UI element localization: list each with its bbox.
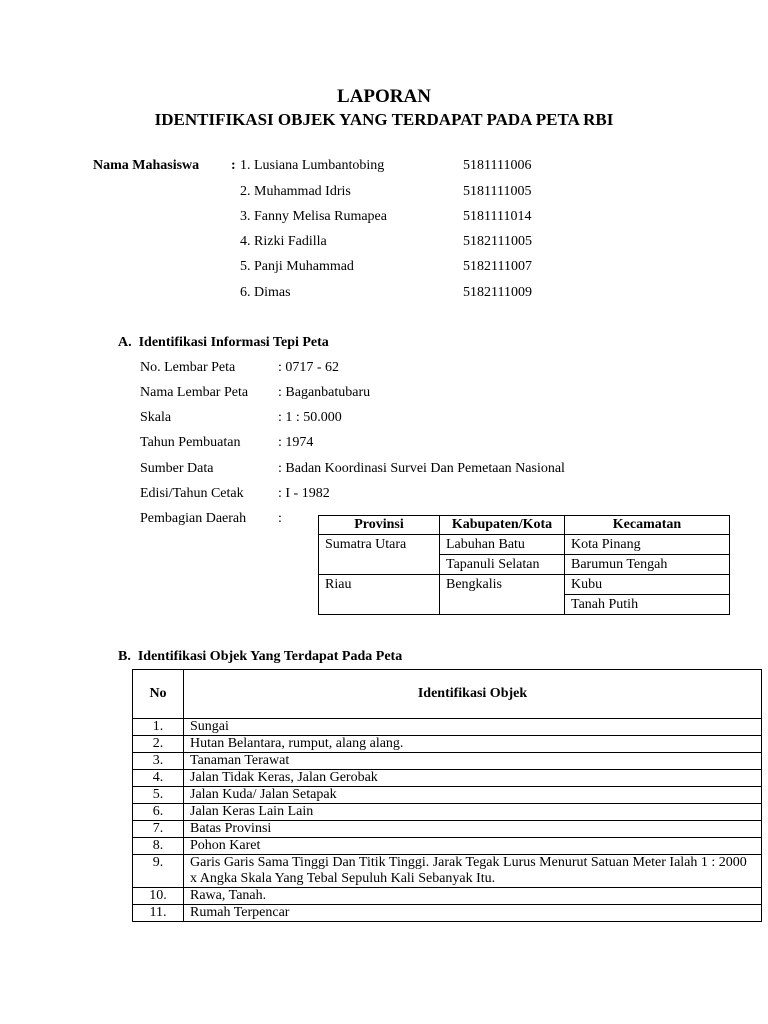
student-name: 1. Lusiana Lumbantobing xyxy=(240,158,385,173)
region-table xyxy=(318,515,730,615)
field-value: : 0717 - 62 xyxy=(278,360,340,375)
table-cell: Bengkalis xyxy=(440,575,565,595)
student-name: 6. Dimas xyxy=(240,285,291,300)
object-text: Sungai xyxy=(184,719,762,736)
table-cell: Labuhan Batu xyxy=(440,535,565,555)
table-row xyxy=(133,838,762,855)
object-text: Pohon Karet xyxy=(184,838,762,855)
table-row xyxy=(133,855,762,888)
table-cell: Tapanuli Selatan xyxy=(440,555,565,575)
row-number: 10. xyxy=(133,888,184,905)
object-text: Tanaman Terawat xyxy=(184,753,762,770)
row-number: 5. xyxy=(133,787,184,804)
row-number: 8. xyxy=(133,838,184,855)
field-label: No. Lembar Peta xyxy=(140,360,236,375)
field-value: : 1974 xyxy=(278,435,314,450)
object-text: Batas Provinsi xyxy=(184,821,762,838)
student-nim: 5182111009 xyxy=(463,285,532,300)
field-label: Sumber Data xyxy=(140,461,214,476)
object-text: Jalan Tidak Keras, Jalan Gerobak xyxy=(184,770,762,787)
table-cell: Kubu xyxy=(565,575,730,595)
table-row xyxy=(133,770,762,787)
student-nim: 5181111014 xyxy=(463,209,532,224)
field-label: Edisi/Tahun Cetak xyxy=(140,486,244,501)
table-row xyxy=(319,575,730,595)
column-header: Kabupaten/Kota xyxy=(440,516,565,535)
student-nim: 5182111007 xyxy=(463,259,532,274)
column-header: Provinsi xyxy=(319,516,440,535)
object-text: Jalan Kuda/ Jalan Setapak xyxy=(184,787,762,804)
table-row xyxy=(133,888,762,905)
table-cell: Riau xyxy=(319,575,440,595)
report-title: LAPORAN xyxy=(337,86,431,107)
row-number: 7. xyxy=(133,821,184,838)
column-header: Identifikasi Objek xyxy=(184,670,762,719)
row-number: 3. xyxy=(133,753,184,770)
field-value: : 1 : 50.000 xyxy=(278,410,342,425)
table-row xyxy=(133,905,762,922)
row-number: 1. xyxy=(133,719,184,736)
student-nim: 5181111006 xyxy=(463,158,532,173)
table-row xyxy=(319,555,730,575)
student-name: 2. Muhammad Idris xyxy=(240,184,351,199)
student-nim: 5182111005 xyxy=(463,234,532,249)
column-header: Kecamatan xyxy=(565,516,730,535)
section-b-heading: B. Identifikasi Objek Yang Terdapat Pada Peta xyxy=(118,649,403,664)
object-text: Garis Garis Sama Tinggi Dan Titik Tinggi. Jarak Tegak Lurus Menurut Satuan Meter Ialah 1 : 2000 x Angka Skala Yang Tebal Sepuluh Kali Sebanyak Itu. xyxy=(184,855,762,888)
field-label: Skala xyxy=(140,410,172,425)
table-cell xyxy=(440,595,565,615)
object-text: Rawa, Tanah. xyxy=(184,888,762,905)
report-subtitle: IDENTIFIKASI OBJEK YANG TERDAPAT PADA PETA RBI xyxy=(154,110,614,129)
object-table xyxy=(132,669,762,922)
row-number: 2. xyxy=(133,736,184,753)
student-name: 5. Panji Muhammad xyxy=(240,259,354,274)
table-row xyxy=(133,821,762,838)
table-row xyxy=(133,719,762,736)
table-cell: Tanah Putih xyxy=(565,595,730,615)
row-number: 9. xyxy=(133,855,184,888)
row-number: 4. xyxy=(133,770,184,787)
table-row xyxy=(319,535,730,555)
table-header-row xyxy=(319,516,730,535)
field-value: : xyxy=(278,511,282,526)
field-value: : I - 1982 xyxy=(278,486,330,501)
table-row xyxy=(133,804,762,821)
table-row xyxy=(133,753,762,770)
table-row xyxy=(319,595,730,615)
students-colon: : xyxy=(231,158,236,173)
student-nim: 5181111005 xyxy=(463,184,532,199)
column-header: No xyxy=(133,670,184,719)
table-cell: Kota Pinang xyxy=(565,535,730,555)
table-cell xyxy=(319,595,440,615)
row-number: 11. xyxy=(133,905,184,922)
students-label: Nama Mahasiswa xyxy=(93,158,200,173)
table-cell xyxy=(319,555,440,575)
table-header-row xyxy=(133,670,762,719)
field-label: Nama Lembar Peta xyxy=(140,385,249,400)
field-label: Tahun Pembuatan xyxy=(140,435,241,450)
object-text: Hutan Belantara, rumput, alang alang. xyxy=(184,736,762,753)
object-text: Jalan Keras Lain Lain xyxy=(184,804,762,821)
table-cell: Sumatra Utara xyxy=(319,535,440,555)
section-a-heading: A. Identifikasi Informasi Tepi Peta xyxy=(118,335,329,350)
student-name: 4. Rizki Fadilla xyxy=(240,234,327,249)
table-row xyxy=(133,736,762,753)
field-label: Pembagian Daerah xyxy=(140,511,247,526)
student-name: 3. Fanny Melisa Rumapea xyxy=(240,209,387,224)
row-number: 6. xyxy=(133,804,184,821)
field-value: : Badan Koordinasi Survei Dan Pemetaan Nasional xyxy=(278,461,565,476)
field-value: : Baganbatubaru xyxy=(278,385,371,400)
table-cell: Barumun Tengah xyxy=(565,555,730,575)
table-row xyxy=(133,787,762,804)
object-text: Rumah Terpencar xyxy=(184,905,762,922)
